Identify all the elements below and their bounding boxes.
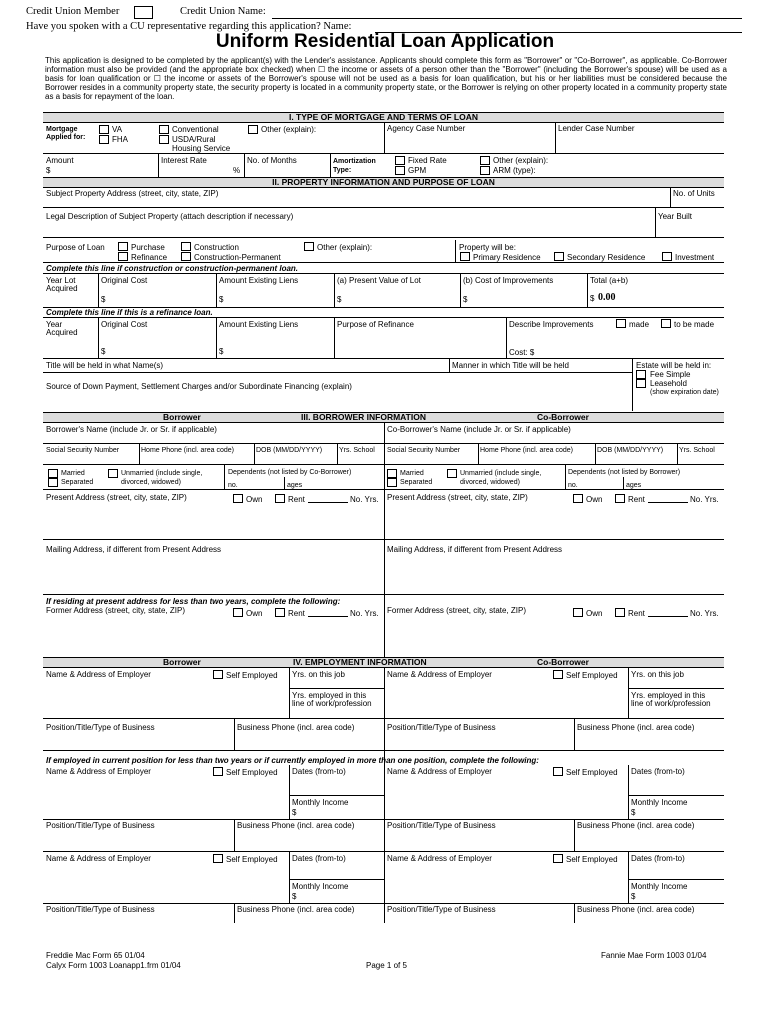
refi-year-label: Year [46,320,63,329]
borrower-col-label: Borrower [163,412,201,422]
b-present-address-label: Present Address (street, city, state, ZIP) [46,493,187,502]
to-be-made-checkbox[interactable] [661,319,671,328]
b-self-employed2-label: Self Employed [226,768,278,777]
b-separated-label: Separated [61,479,94,486]
b-former-address-label: Former Address (street, city, state, ZIP) [46,606,185,615]
b-employer2-label: Name & Address of Employer [46,767,151,776]
present-value-dollar: $ [337,295,342,304]
purchase-checkbox[interactable] [118,242,128,251]
b-rent-checkbox[interactable] [275,494,285,503]
b-self-employed-label: Self Employed [226,671,278,680]
b-position-label: Position/Title/Type of Business [46,723,155,732]
original-cost-label: Original Cost [101,276,148,285]
conventional-label: Conventional [172,125,219,134]
fha-checkbox[interactable] [99,135,109,144]
source-down-payment-label: Source of Down Payment, Settlement Charges and/or Subordinate Financing (explain) [46,382,352,391]
b-former-own-label: Own [246,609,263,618]
c-former-rent-label: Rent [628,609,645,618]
c-monthly3-label: Monthly Income [631,882,688,891]
c-bus-phone2-label: Business Phone (incl. area code) [577,821,695,830]
va-label: VA [112,125,123,134]
section-2-header: II. PROPERTY INFORMATION AND PURPOSE OF LOAN [43,177,724,188]
refi-existing-liens-dollar: $ [219,347,224,356]
construction-permanent-label: Construction-Permanent [194,253,281,262]
section-1-header: I. TYPE OF MORTGAGE AND TERMS OF LOAN [43,112,724,123]
cost-improvements-label: (b) Cost of Improvements [463,276,554,285]
b-own-checkbox[interactable] [233,494,243,503]
c-own-label: Own [586,495,603,504]
manner-title-label: Manner in which Title will be held [452,361,569,370]
months-label: No. of Months [247,156,297,165]
b-former-no-yrs-label: No. Yrs. [350,609,379,618]
c-own-checkbox[interactable] [573,494,583,503]
b-dates3-label: Dates (from-to) [292,854,346,863]
c-mailing-label: Mailing Address, if different from Present Address [387,545,563,554]
total-value: 0.00 [598,292,616,303]
b-yrs-job-label: Yrs. on this job [292,670,345,679]
gpm-label: GPM [408,166,427,175]
secondary-residence-checkbox[interactable] [554,252,564,261]
b-self-employed3-checkbox[interactable] [213,854,223,863]
b-employer-label: Name & Address of Employer [46,670,151,679]
b-dependents-ages: ages [287,482,303,489]
construction-checkbox[interactable] [181,242,191,251]
b-former-rent-checkbox[interactable] [275,608,285,617]
b-monthly3-dollar: $ [292,892,297,901]
c-unmarried-label: Unmarried (include single, [460,470,542,477]
employment-note: If employed in current position for less than two years or if currently employed in more than one position, complete the following: [46,756,539,765]
primary-residence-checkbox[interactable] [460,252,470,261]
cu-member-label: Credit Union Member [26,6,120,17]
emp-borrower-col-label: Borrower [163,657,201,667]
c-monthly2-dollar: $ [631,808,636,817]
b-no-yrs-label: No. Yrs. [350,495,379,504]
interest-percent: % [233,166,241,175]
footer-page-number: Page 1 of 5 [366,961,407,970]
secondary-residence-label: Secondary Residence [567,253,646,262]
c-dates2-label: Dates (from-to) [631,767,685,776]
c-bus-phone3-label: Business Phone (incl. area code) [577,905,695,914]
b-former-rent-label: Rent [288,609,305,618]
other-purpose-checkbox[interactable] [304,242,314,251]
residing-note: If residing at present address for less than two years, complete the following: [46,597,341,606]
b-bus-phone3-label: Business Phone (incl. area code) [237,905,355,914]
c-phone-label: Home Phone (incl. area code) [480,447,573,454]
footer-freddie: Freddie Mac Form 65 01/04 [46,951,145,960]
c-self-employed3-checkbox[interactable] [553,854,563,863]
c-divorced-label: divorced, widowed) [460,479,520,486]
b-self-employed3-label: Self Employed [226,855,278,864]
c-rent-checkbox[interactable] [615,494,625,503]
b-self-employed-checkbox[interactable] [213,670,223,679]
leasehold-label: Leasehold [650,379,687,388]
c-former-rent-checkbox[interactable] [615,608,625,617]
b-yrs-school-label: Yrs. School [339,447,375,454]
section-3-header: Borrower III. BORROWER INFORMATION Co-Borrower [43,412,724,423]
b-unmarried-label: Unmarried (include single, [121,470,203,477]
c-position2-label: Position/Title/Type of Business [387,821,496,830]
b-rent-label: Rent [288,495,305,504]
b-position2-label: Position/Title/Type of Business [46,821,155,830]
b-self-employed2-checkbox[interactable] [213,767,223,776]
section-4-header: Borrower IV. EMPLOYMENT INFORMATION Co-Borrower [43,657,724,668]
c-yrs-line1-label: Yrs. employed in this [631,691,706,700]
present-value-label: (a) Present Value of Lot [337,276,421,285]
amount-label: Amount [46,156,74,165]
b-yrs-line1-label: Yrs. employed in this [292,691,367,700]
year-built-label: Year Built [658,212,692,221]
c-employer3-label: Name & Address of Employer [387,854,492,863]
construction-permanent-checkbox[interactable] [181,252,191,261]
year-lot-label: Year Lot [46,276,76,285]
emp-coborrower-col-label: Co-Borrower [537,657,589,667]
c-dates3-label: Dates (from-to) [631,854,685,863]
lender-case-label: Lender Case Number [558,124,635,133]
refinance-note: Complete this line if this is a refinance loan. [46,308,213,317]
other-amort-label: Other (explain): [493,156,549,165]
agency-case-label: Agency Case Number [387,124,466,133]
other-mortgage-checkbox[interactable] [248,125,258,134]
c-employer2-label: Name & Address of Employer [387,767,492,776]
units-label: No. of Units [673,189,715,198]
gpm-checkbox[interactable] [395,166,405,175]
page-title: Uniform Residential Loan Application [215,31,555,52]
b-unmarried-checkbox[interactable] [108,469,118,478]
existing-liens-label: Amount Existing Liens [219,276,299,285]
c-separated-checkbox[interactable] [387,478,397,487]
housing-label: Housing Service [172,144,231,153]
c-dob-label: DOB (MM/DD/YYYY) [597,447,664,454]
b-former-own-checkbox[interactable] [233,608,243,617]
construction-note: Complete this line if construction or construction-permanent loan. [46,264,299,273]
b-yrs-line2-label: line of work/profession [292,699,372,708]
cu-spoken-label: Have you spoken with a CU representative regarding this application? Name: [26,21,352,32]
b-dob-label: DOB (MM/DD/YYYY) [256,447,323,454]
arm-checkbox[interactable] [480,166,490,175]
c-former-own-label: Own [586,609,603,618]
c-ssn-label: Social Security Number [387,447,461,454]
mortgage-label: Mortgage [46,126,78,133]
b-married-checkbox[interactable] [48,469,58,478]
c-married-checkbox[interactable] [387,469,397,478]
c-dependents-label: Dependents (not listed by Borrower) [568,469,681,476]
interest-label: Interest Rate [161,156,207,165]
c-position-label: Position/Title/Type of Business [387,723,496,732]
leasehold-checkbox[interactable] [636,379,646,388]
b-bus-phone-label: Business Phone (incl. area code) [237,723,355,732]
title-names-label: Title will be held in what Name(s) [46,361,164,370]
usda-label: USDA/Rural [172,135,216,144]
conventional-checkbox[interactable] [159,125,169,134]
b-phone-label: Home Phone (incl. area code) [141,447,234,454]
c-dependents-no: no. [568,482,578,489]
describe-improvements-label: Describe Improvements [509,320,594,329]
refi-existing-liens-label: Amount Existing Liens [219,320,299,329]
b-married-label: Married [61,470,85,477]
amount-dollar: $ [46,166,51,175]
b-monthly3-label: Monthly Income [292,882,349,891]
refi-acquired-label: Acquired [46,328,78,337]
b-monthly2-label: Monthly Income [292,798,349,807]
c-yrs-line2-label: line of work/profession [631,699,711,708]
c-dependents-ages: ages [626,482,642,489]
property-will-be-label: Property will be: [459,243,516,252]
c-bus-phone-label: Business Phone (incl. area code) [577,723,695,732]
intro-paragraph: This application is designed to be completed by the applicant(s) with the Lender's assistance. Applicants should complete this form as "Borrower" or "Co-Borrower", as applicable. Co-Borrower information must also be provided (and the appropriate box checked) when ☐ the income or assets of a person other than the "Borrower" (including the Borrower's spouse) will be used as a basis for loan qualification or ☐ the income or assets of the Borrower's spouse will not be used as a basis for loan qualification, but his or her liabilities must be considered because the Borrower resides in a community property state, the security property is located in a community property state, or the Borrower is relying on other property located in a community property state as a basis for repayment of the loan. [45,56,727,101]
b-mailing-label: Mailing Address, if different from Present Address [46,545,222,554]
cu-name-label: Credit Union Name: [180,6,266,17]
fha-label: FHA [112,135,128,144]
c-married-label: Married [400,470,424,477]
other-amort-checkbox[interactable] [480,156,490,165]
c-yrs-school-label: Yrs. School [679,447,715,454]
c-rent-label: Rent [628,495,645,504]
c-position3-label: Position/Title/Type of Business [387,905,496,914]
b-employer3-label: Name & Address of Employer [46,854,151,863]
arm-label: ARM (type): [493,166,536,175]
c-self-employed2-checkbox[interactable] [553,767,563,776]
investment-label: Investment [675,253,715,262]
cu-member-checkbox[interactable] [134,6,153,19]
original-cost-dollar: $ [101,295,106,304]
investment-checkbox[interactable] [662,252,672,261]
coborrower-col-label: Co-Borrower [537,412,589,422]
c-former-no-yrs-label: No. Yrs. [690,609,719,618]
existing-liens-dollar: $ [219,295,224,304]
made-checkbox[interactable] [616,319,626,328]
refi-original-cost-label: Original Cost [101,320,148,329]
other-mortgage-label: Other (explain): [261,125,317,134]
borrower-name-label: Borrower's Name (include Jr. or Sr. if applicable) [46,425,217,434]
purchase-label: Purchase [131,243,165,252]
b-dates2-label: Dates (from-to) [292,767,346,776]
coborrower-name-label: Co-Borrower's Name (include Jr. or Sr. if applicable) [387,425,571,434]
acquired-label: Acquired [46,284,78,293]
b-own-label: Own [246,495,263,504]
b-dependents-label: Dependents (not listed by Co-Borrower) [228,469,352,476]
b-dependents-no: no. [228,482,238,489]
c-former-address-label: Former Address (street, city, state, ZIP) [387,606,526,615]
legal-description-label: Legal Description of Subject Property (attach description if necessary) [46,212,294,221]
applied-for-label: Applied for: [46,134,86,141]
c-former-own-checkbox[interactable] [573,608,583,617]
purpose-label: Purpose of Loan [46,243,105,252]
amortization-type-label: Type: [333,167,352,174]
c-unmarried-checkbox[interactable] [447,469,457,478]
refi-original-cost-dollar: $ [101,347,106,356]
subject-address-label: Subject Property Address (street, city, state, ZIP) [46,189,219,198]
cost-label: Cost: $ [509,348,535,357]
b-divorced-label: divorced, widowed) [121,479,181,486]
b-ssn-label: Social Security Number [46,447,120,454]
fee-simple-label: Fee Simple [650,370,691,379]
fixed-rate-checkbox[interactable] [395,156,405,165]
c-self-employed-label: Self Employed [566,671,618,680]
b-bus-phone2-label: Business Phone (incl. area code) [237,821,355,830]
c-employer-label: Name & Address of Employer [387,670,492,679]
va-checkbox[interactable] [99,125,109,134]
total-label: Total (a+b) [590,276,629,285]
refinance-label: Refinance [131,253,168,262]
total-dollar: $ [590,294,595,303]
usda-checkbox[interactable] [159,135,169,144]
c-no-yrs-label: No. Yrs. [690,495,719,504]
c-separated-label: Separated [400,479,433,486]
other-purpose-label: Other (explain): [317,243,373,252]
expiration-label: (show expiration date) [650,389,719,396]
made-label: made [629,320,650,329]
primary-residence-label: Primary Residence [473,253,541,262]
footer-calyx: Calyx Form 1003 Loanapp1.frm 01/04 [46,961,181,970]
construction-label: Construction [194,243,239,252]
b-position3-label: Position/Title/Type of Business [46,905,155,914]
c-yrs-job-label: Yrs. on this job [631,670,684,679]
amortization-label: Amortization [333,158,376,165]
c-monthly2-label: Monthly Income [631,798,688,807]
fixed-rate-label: Fixed Rate [408,156,447,165]
refinance-checkbox[interactable] [118,252,128,261]
footer-fannie: Fannie Mae Form 1003 01/04 [601,951,707,960]
cost-improvements-dollar: $ [463,295,468,304]
c-present-address-label: Present Address (street, city, state, ZIP) [387,493,528,502]
c-self-employed-checkbox[interactable] [553,670,563,679]
purpose-refinance-label: Purpose of Refinance [337,320,414,329]
c-self-employed2-label: Self Employed [566,768,618,777]
estate-label: Estate will be held in: [636,361,712,370]
to-be-made-label: to be made [674,320,715,329]
c-monthly3-dollar: $ [631,892,636,901]
c-self-employed3-label: Self Employed [566,855,618,864]
b-monthly2-dollar: $ [292,808,297,817]
fee-simple-checkbox[interactable] [636,370,646,379]
b-separated-checkbox[interactable] [48,478,58,487]
